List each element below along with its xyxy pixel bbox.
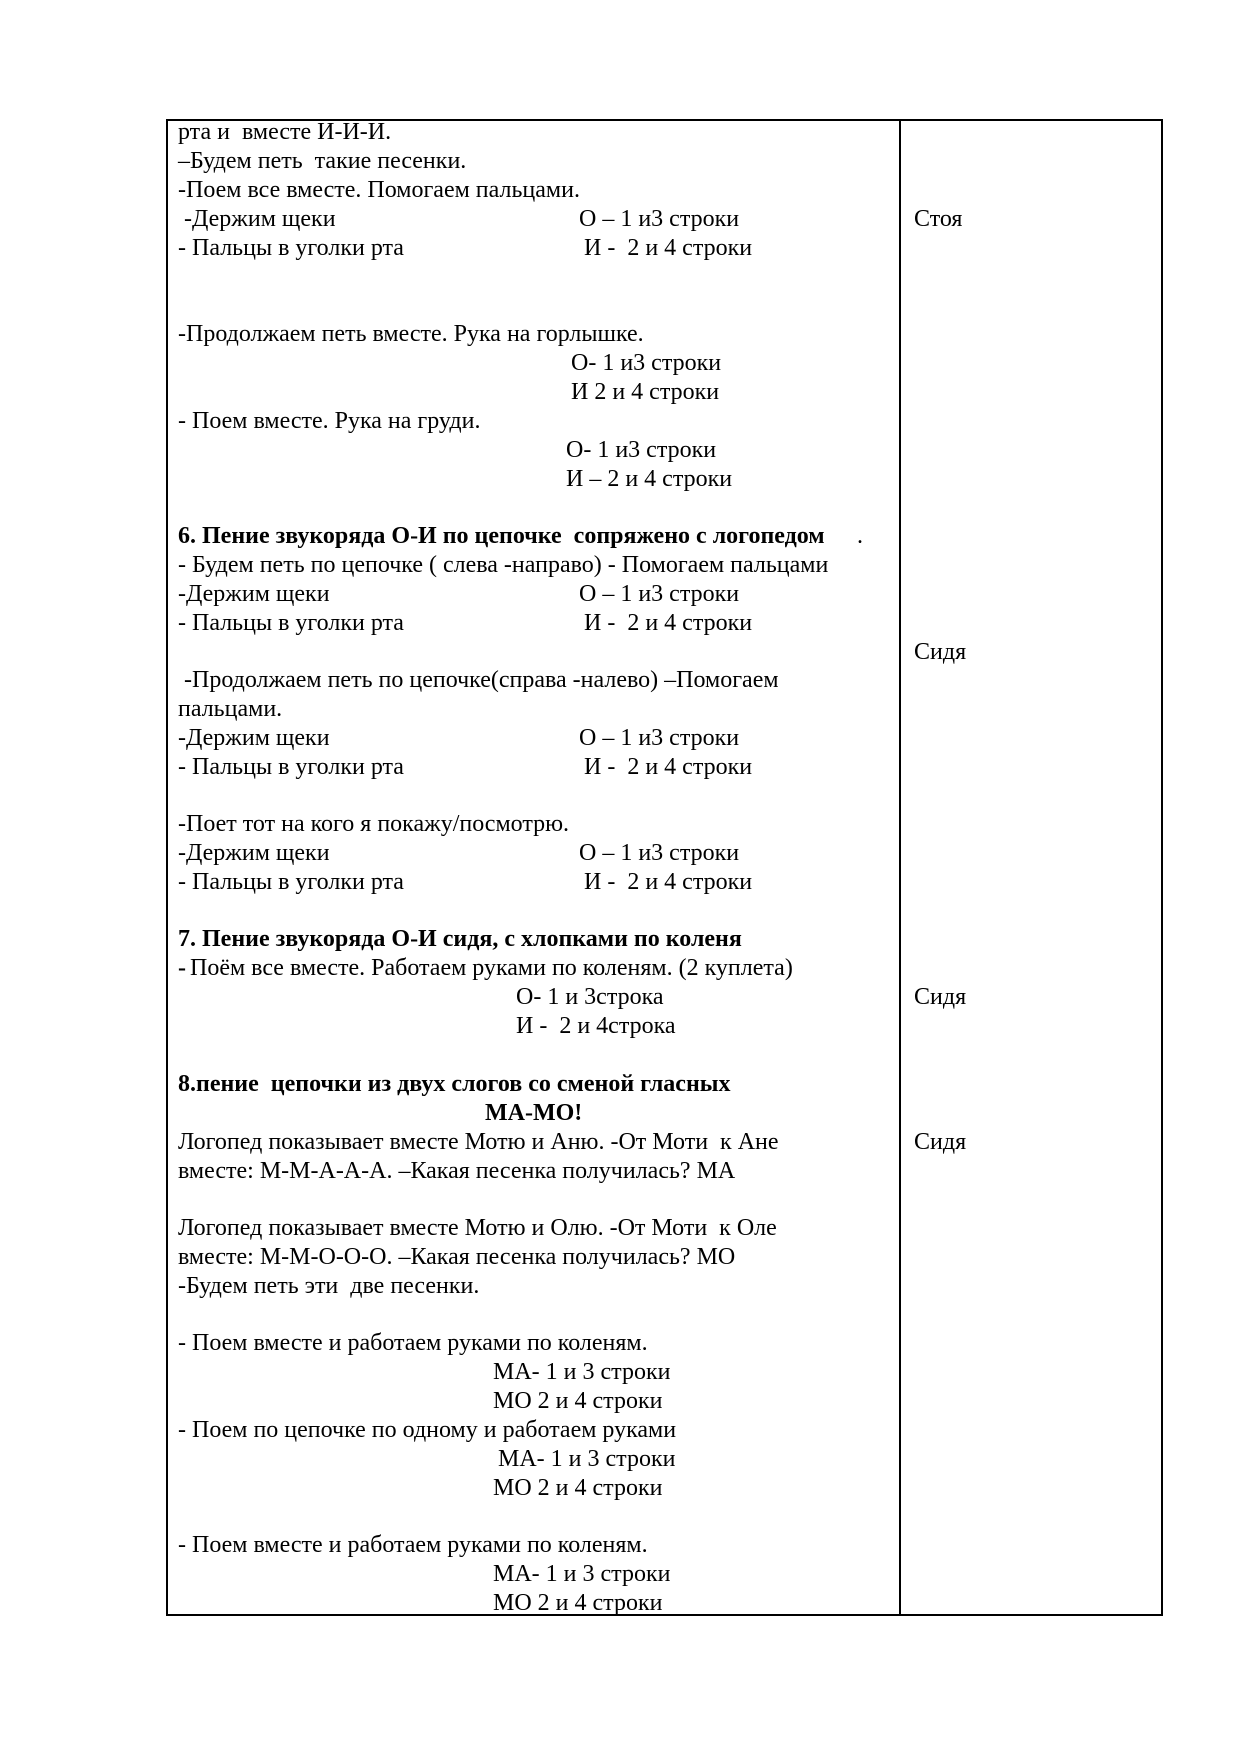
text-line: О – 1 и3 строки xyxy=(579,206,740,232)
text-line: МО 2 и 4 строки xyxy=(493,1388,663,1414)
text-line: - Пальцы в уголки рта xyxy=(178,754,404,780)
text-line: МА- 1 и 3 строки xyxy=(493,1359,671,1385)
text-line: вместе: М-М-А-А-А. –Какая песенка получилась? МА xyxy=(178,1158,736,1184)
section-heading: 6. Пение звукоряда О-И по цепочке сопряжено с логопедом xyxy=(178,523,825,549)
text-line: - Поем вместе и работаем руками по коленям. xyxy=(178,1330,648,1356)
text-line: - Пальцы в уголки рта xyxy=(178,610,404,636)
text-line: И - 2 и 4 строки xyxy=(584,610,753,636)
text-line: рта и вместе И-И-И. xyxy=(178,119,392,145)
text-line: - Поем по цепочке по одному и работаем руками xyxy=(178,1417,677,1443)
text-line: МО 2 и 4 строки xyxy=(493,1590,663,1616)
section-heading: МА-МО! xyxy=(485,1100,583,1126)
text-line: - xyxy=(178,955,186,981)
text-line: О- 1 и3 строки xyxy=(566,437,717,463)
text-line: –Будем петь такие песенки. xyxy=(178,148,467,174)
text-line: И - 2 и 4строка xyxy=(516,1013,676,1039)
position-label: Сидя xyxy=(914,984,967,1010)
text-line: МА- 1 и 3 строки xyxy=(498,1446,676,1472)
text-line: МО 2 и 4 строки xyxy=(493,1475,663,1501)
text-line: - Поем вместе. Рука на груди. xyxy=(178,408,481,434)
text-line: -Держим щеки xyxy=(178,725,330,751)
text-line: О- 1 и 3строка xyxy=(516,984,664,1010)
column-divider xyxy=(899,119,901,1616)
text-line: И - 2 и 4 строки xyxy=(584,869,753,895)
text-line: -Держим щеки xyxy=(178,206,336,232)
text-line: О – 1 и3 строки xyxy=(579,581,740,607)
position-label: Сидя xyxy=(914,639,967,665)
text-line: И – 2 и 4 строки xyxy=(566,466,733,492)
text-line: Поём все вместе. Работаем руками по коленям. (2 куплета) xyxy=(190,955,793,981)
text-line: -Продолжаем петь по цепочке(справа -налево) –Помогаем xyxy=(178,667,779,693)
text-line: -Поет тот на кого я покажу/посмотрю. xyxy=(178,811,570,837)
section-heading: 7. Пение звукоряда О-И сидя, с хлопками по коленя xyxy=(178,926,742,952)
text-line: - Поем вместе и работаем руками по коленям. xyxy=(178,1532,648,1558)
text-line: . xyxy=(851,523,863,549)
text-line: пальцами. xyxy=(178,696,283,722)
text-line: И - 2 и 4 строки xyxy=(584,754,753,780)
text-line: -Поем все вместе. Помогаем пальцами. xyxy=(178,177,580,203)
text-line: Логопед показывает вместе Мотю и Олю. -От Моти к Оле xyxy=(178,1215,777,1241)
text-line: - Пальцы в уголки рта xyxy=(178,235,404,261)
text-line: - Пальцы в уголки рта xyxy=(178,869,404,895)
text-line: -Держим щеки xyxy=(178,581,330,607)
text-line: О – 1 и3 строки xyxy=(579,840,740,866)
text-line: И 2 и 4 строки xyxy=(571,379,720,405)
text-line: И - 2 и 4 строки xyxy=(584,235,753,261)
text-line: - Будем петь по цепочке ( слева -направо) - Помогаем пальцами xyxy=(178,552,829,578)
section-heading: 8.пение цепочки из двух слогов со сменой гласных xyxy=(178,1071,731,1097)
text-line: -Держим щеки xyxy=(178,840,330,866)
text-line: Логопед показывает вместе Мотю и Аню. -От Моти к Ане xyxy=(178,1129,779,1155)
text-line: МА- 1 и 3 строки xyxy=(493,1561,671,1587)
text-line: -Будем петь эти две песенки. xyxy=(178,1273,480,1299)
text-line: вместе: М-М-О-О-О. –Какая песенка получилась? МО xyxy=(178,1244,736,1270)
position-label: Стоя xyxy=(914,206,963,232)
text-line: О – 1 и3 строки xyxy=(579,725,740,751)
text-line: -Продолжаем петь вместе. Рука на горлышке. xyxy=(178,321,644,347)
position-label: Сидя xyxy=(914,1129,967,1155)
text-line: О- 1 и3 строки xyxy=(571,350,722,376)
